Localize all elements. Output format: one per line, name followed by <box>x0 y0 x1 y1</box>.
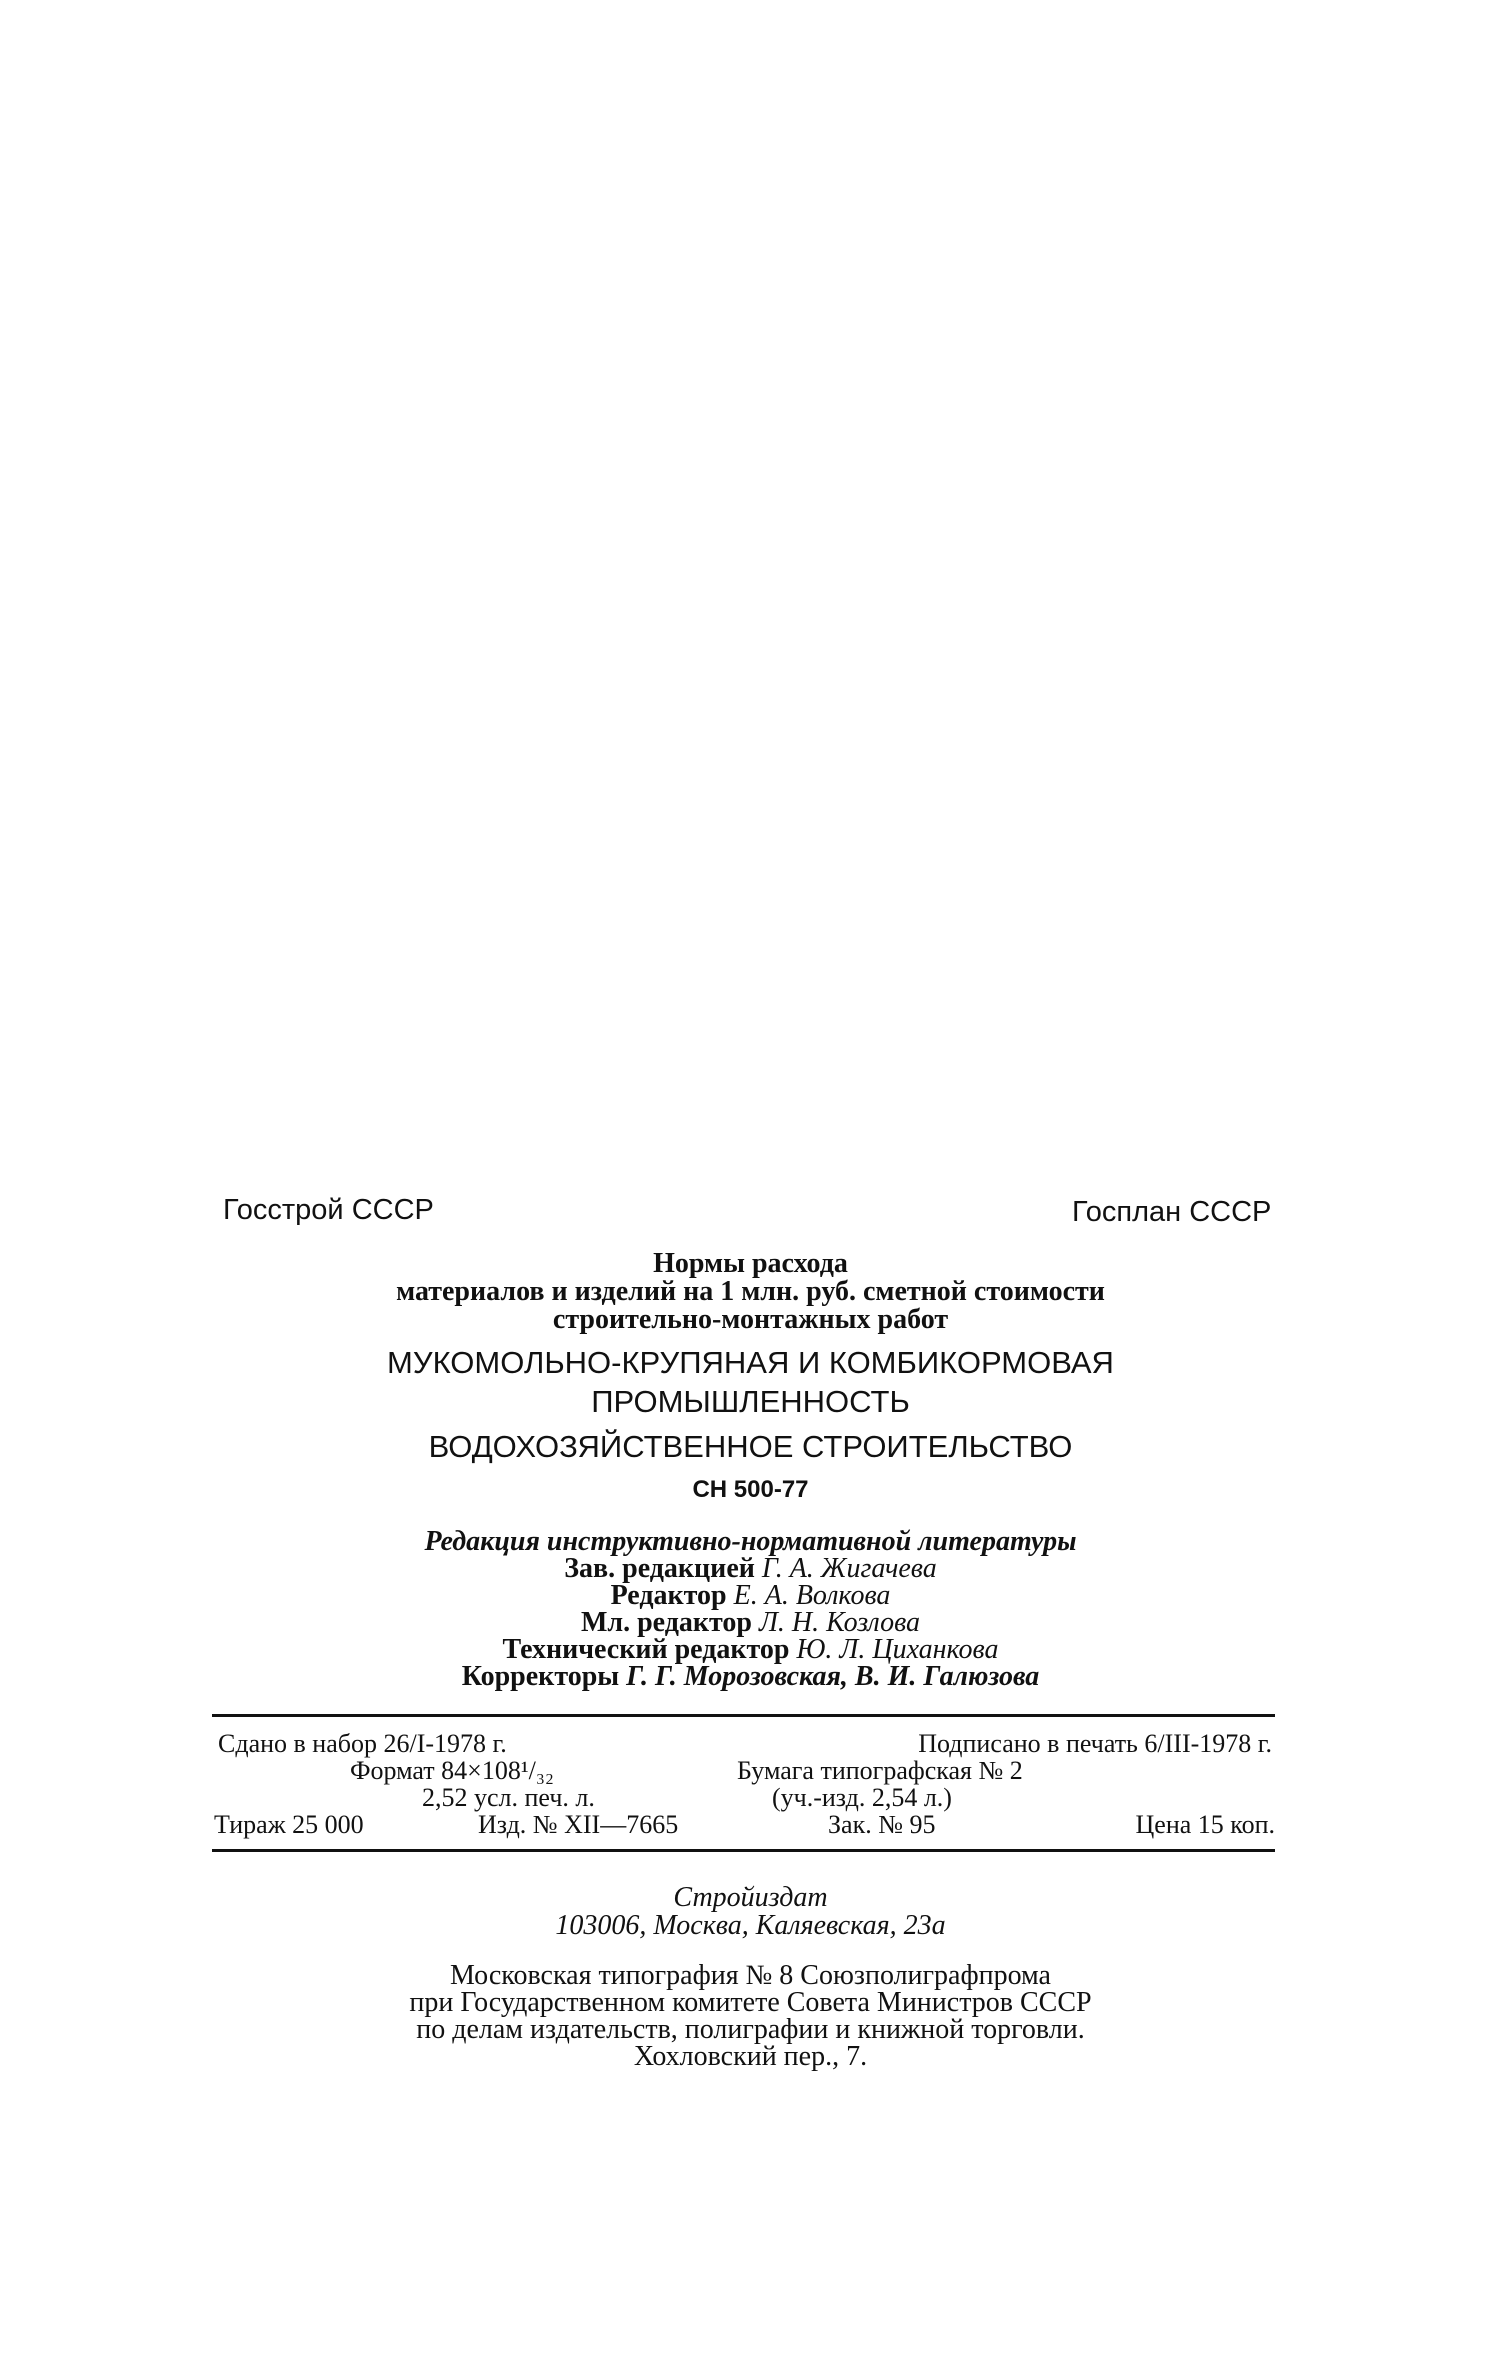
printer-line-4: Хохловский пер., 7. <box>633 2041 868 2072</box>
editorial-office: Редакция инструктивно-нормативной литературы <box>424 1526 1077 1557</box>
credit-junior-label: Мл. редактор <box>580 1607 752 1638</box>
imprint-sheets: 2,52 усл. печ. л. <box>422 1783 595 1812</box>
credit-tech-label: Технический редактор <box>502 1634 790 1665</box>
document-code: СН 500-77 <box>692 1476 809 1503</box>
credit-proof-name: Г. Г. Морозовская, В. И. Галюзова <box>626 1661 1040 1692</box>
credit-editor-label: Редактор <box>610 1580 727 1611</box>
credit-editor-name: Е. А. Волкова <box>733 1580 891 1611</box>
imprint-signed: Подписано в печать 6/III-1978 г. <box>918 1729 1272 1758</box>
subject-line-2: ПРОМЫШЛЕННОСТЬ <box>591 1384 910 1419</box>
imprint-issue: Изд. № XII—7665 <box>478 1810 679 1839</box>
imprint-edition-sheets: (уч.-изд. 2,54 л.) <box>772 1783 952 1812</box>
imprint-top-rule <box>212 1714 1275 1717</box>
imprint-order: Зак. № 95 <box>828 1810 936 1839</box>
credit-tech-name: Ю. Л. Циханкова <box>796 1634 999 1665</box>
credit-head-name: Г. А. Жигачева <box>761 1553 937 1584</box>
subject-line-1: МУКОМОЛЬНО-КРУПЯНАЯ И КОМБИКОРМОВАЯ <box>387 1345 1114 1380</box>
credit-head-label: Зав. редакцией <box>564 1553 755 1584</box>
header-right: Госплан СССР <box>1072 1196 1272 1228</box>
subject-line-3: ВОДОХОЗЯЙСТВЕННОЕ СТРОИТЕЛЬСТВО <box>428 1429 1073 1464</box>
title-line-3: строительно-монтажных работ <box>552 1304 949 1335</box>
printer-line-3: по делам издательств, полиграфии и книжной торговли. <box>416 2014 1085 2045</box>
credit-junior-name: Л. Н. Козлова <box>758 1607 921 1638</box>
imprint-bottom-rule <box>212 1849 1275 1852</box>
credit-proof-label: Корректоры <box>461 1661 620 1692</box>
printer-line-2: при Государственном комитете Совета Министров СССР <box>409 1987 1092 2018</box>
title-line-2: материалов и изделий на 1 млн. руб. сметной стоимости <box>396 1276 1105 1307</box>
imprint-paper: Бумага типографская № 2 <box>737 1756 1023 1785</box>
header-left: Госстрой СССР <box>223 1194 434 1226</box>
imprint-price: Цена 15 коп. <box>1135 1810 1275 1839</box>
printer-line-1: Московская типография № 8 Союзполиграфпрома <box>449 1960 1051 1991</box>
imprint-run: Тираж 25 000 <box>214 1810 364 1839</box>
publisher-address: 103006, Москва, Каляевская, 23а <box>555 1910 946 1941</box>
imprint-format: Формат 84×108¹/₃₂ <box>350 1756 554 1785</box>
publisher-name: Стройиздат <box>673 1882 828 1913</box>
imprint-submitted: Сдано в набор 26/I-1978 г. <box>218 1729 507 1758</box>
title-line-1: Нормы расхода <box>653 1248 848 1279</box>
credit-proofreaders <box>0 1661 1501 1693</box>
